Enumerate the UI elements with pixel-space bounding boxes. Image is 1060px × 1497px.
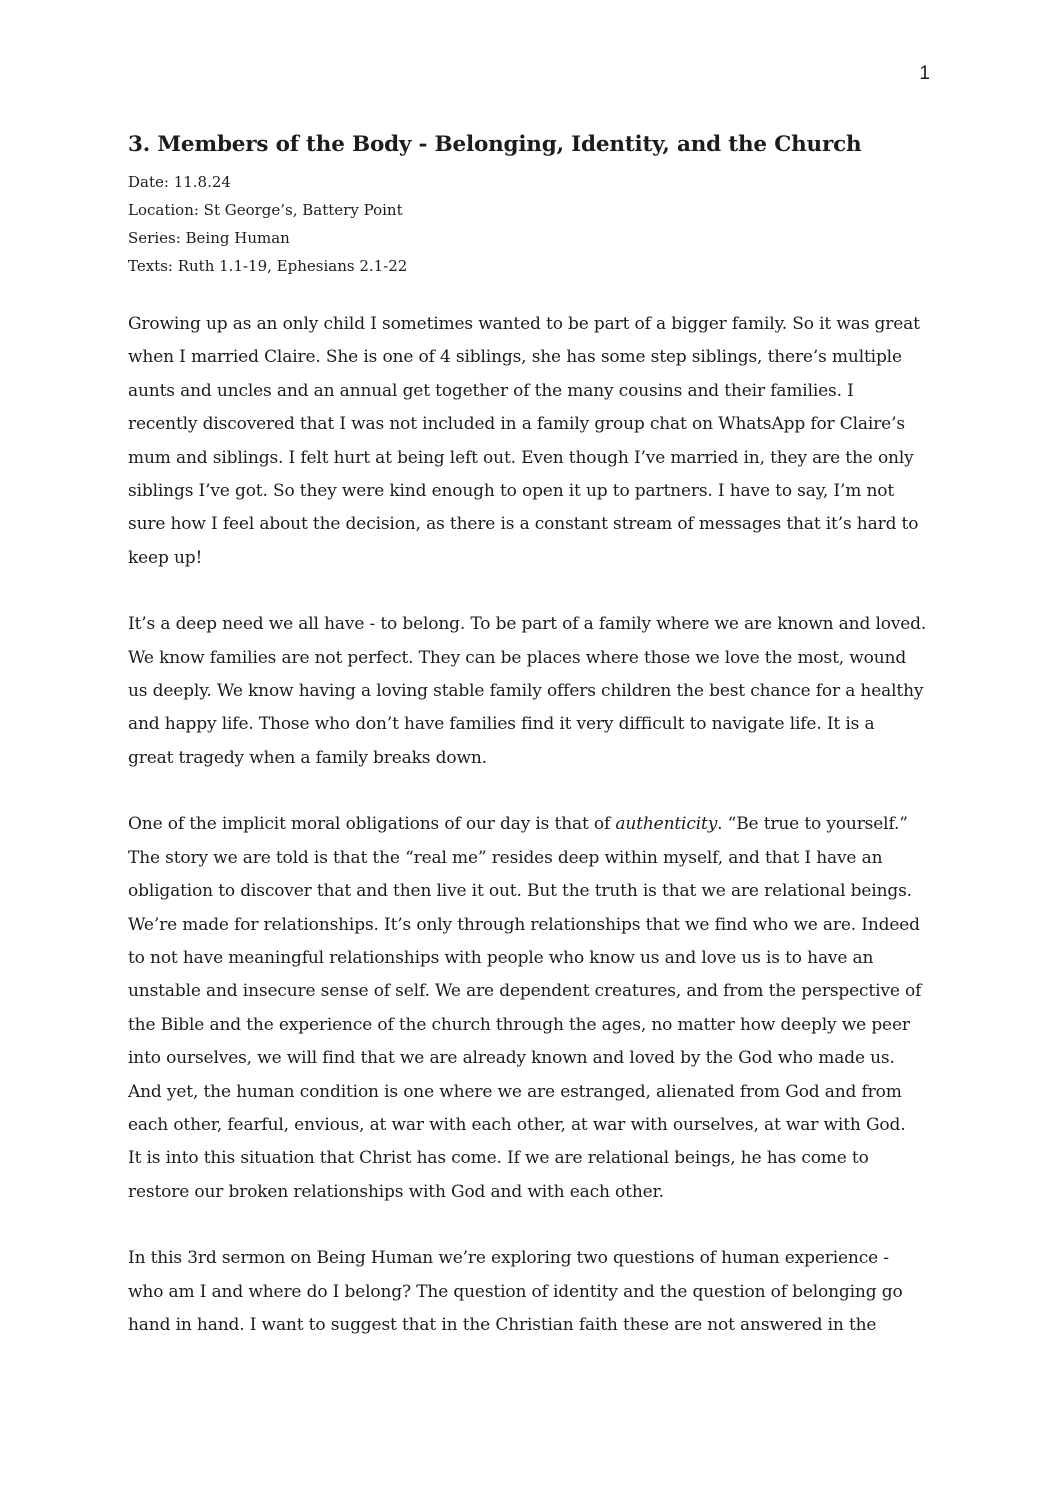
text-line: aunts and uncles and an annual get together of the many cousins and their families. I (128, 380, 854, 401)
paragraph-2 (128, 608, 933, 775)
text-line: hand in hand. I want to suggest that in the Christian faith these are not answered in the (128, 1314, 877, 1335)
sermon-metadata (128, 168, 933, 280)
text-line: We know families are not perfect. They can be places where those we love the most, wound (128, 647, 907, 668)
text-line: mum and siblings. I felt hurt at being left out. Even though I’ve married in, they are the only (128, 447, 914, 468)
text-line: who am I and where do I belong? The question of identity and the question of belonging go (128, 1281, 903, 1302)
text-line: keep up! (128, 547, 203, 568)
paragraph-4 (128, 1242, 933, 1342)
text-line: into ourselves, we will find that we are already known and loved by the God who made us. (128, 1048, 895, 1069)
text-line: great tragedy when a family breaks down. (128, 747, 487, 768)
text-line: Growing up as an only child I sometimes wanted to be part of a bigger family. So it was great (128, 314, 920, 334)
paragraph-1 (128, 308, 933, 575)
text-run: . “Be true to yourself.” (717, 814, 908, 835)
page-number: 1 (919, 63, 930, 84)
text-line: The story we are told is that the “real me” resides deep within myself, and that I have an (128, 847, 883, 868)
text-line: us deeply. We know having a loving stable family offers children the best chance for a healthy (128, 681, 924, 702)
text-line: to not have meaningful relationships with people who know us and love us is to have an (128, 947, 874, 968)
text-line: siblings I’ve got. So they were kind enough to open it up to partners. I have to say, I’m not (128, 481, 895, 502)
meta-series: Series: Being Human (128, 229, 290, 247)
text-line: the Bible and the experience of the church through the ages, no matter how deeply we peer (128, 1014, 910, 1035)
document-body (128, 128, 933, 1342)
text-line (128, 808, 933, 841)
text-line: It’s a deep need we all have - to belong. To be part of a family where we are known and loved. (128, 614, 927, 635)
text-run: One of the implicit moral obligations of our day is that of (128, 814, 616, 835)
text-line: It is into this situation that Christ has come. If we are relational beings, he has come to (128, 1148, 869, 1169)
text-line: We’re made for relationships. It’s only through relationships that we find who we are. Indeed (128, 914, 920, 935)
text-line: recently discovered that I was not included in a family group chat on WhatsApp for Claire’s (128, 414, 905, 435)
emphasis-authenticity: authenticity (615, 814, 718, 835)
text-line: And yet, the human condition is one where we are estranged, alienated from God and from (128, 1081, 902, 1102)
text-line: obligation to discover that and then live it out. But the truth is that we are relational beings. (128, 881, 912, 902)
paragraph-3 (128, 808, 933, 1209)
text-line: when I married Claire. She is one of 4 siblings, she has some step siblings, there’s multiple (128, 347, 902, 368)
meta-location: Location: St George’s, Battery Point (128, 201, 403, 219)
meta-texts: Texts: Ruth 1.1-19, Ephesians 2.1-22 (128, 257, 408, 275)
text-line: each other, fearful, envious, at war with each other, at war with ourselves, at war with God. (128, 1114, 906, 1135)
text-line: restore our broken relationships with God and with each other. (128, 1181, 664, 1202)
text-line: sure how I feel about the decision, as there is a constant stream of messages that it’s hard to (128, 514, 919, 535)
text-line: In this 3rd sermon on Being Human we’re exploring two questions of human experience - (128, 1248, 889, 1269)
text-line: and happy life. Those who don’t have families find it very difficult to navigate life. It is a (128, 714, 875, 735)
text-line: unstable and insecure sense of self. We are dependent creatures, and from the perspective of (128, 981, 922, 1002)
meta-date: Date: 11.8.24 (128, 173, 231, 191)
sermon-title: 3. Members of the Body - Belonging, Identity, and the Church (128, 132, 862, 157)
